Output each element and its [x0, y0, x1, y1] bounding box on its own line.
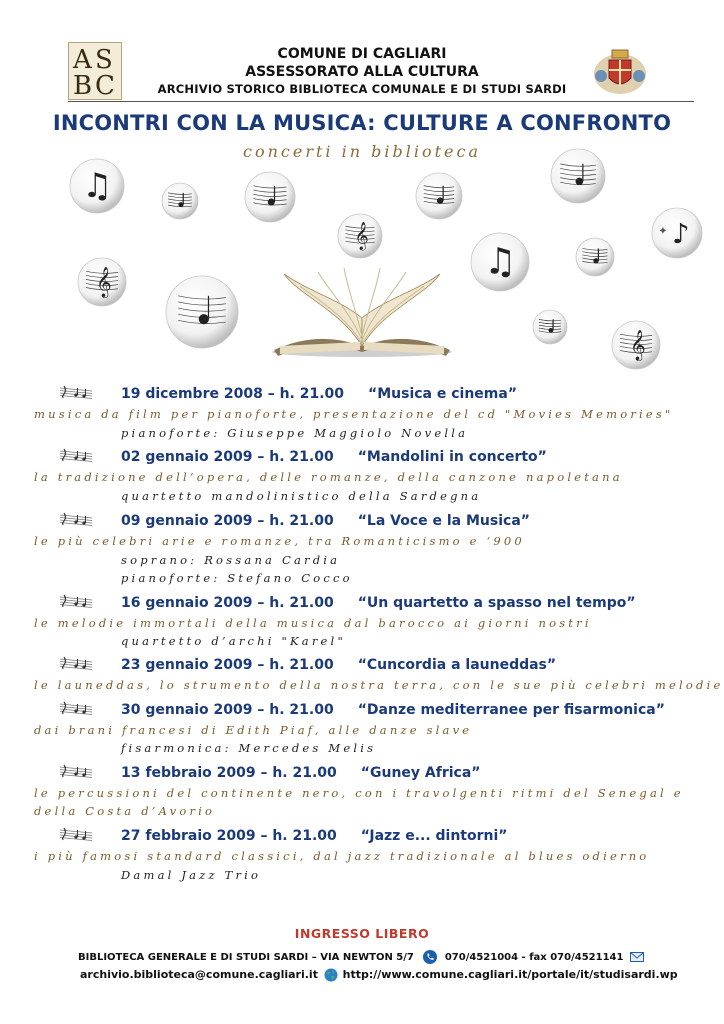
event-title: “La Voce e la Musica”: [357, 513, 530, 529]
event-music-icon: [58, 700, 94, 716]
event-title: “Guney Africa”: [360, 765, 481, 781]
event-performer: quartetto mandolinistico della Sardegna: [121, 489, 482, 503]
event-performer: fisarmonica: Mercedes Melis: [121, 741, 377, 755]
event-date: 27 febbraio 2009 – h. 21.00: [121, 828, 337, 844]
event-music-icon: [58, 447, 94, 463]
header-department: ASSESSORATO ALLA CULTURA: [245, 64, 479, 80]
event-music-icon: [58, 826, 94, 842]
event-heading: [121, 702, 665, 718]
music-bubble-icon: [551, 149, 605, 203]
page-title: INCONTRI CON LA MUSICA: CULTURE A CONFRONTO: [52, 111, 672, 135]
music-bubble-icon: [166, 276, 238, 348]
music-bubble-icon: [416, 173, 462, 219]
music-bubble-icon: [576, 238, 614, 276]
event-title: “Jazz e... dintorni”: [360, 828, 508, 844]
music-bubble-icon: [612, 321, 660, 369]
header-archive: ARCHIVIO STORICO BIBLIOTECA COMUNALE E DI STUDI SARDI: [157, 82, 567, 96]
event-performer: Damal Jazz Trio: [121, 868, 262, 882]
event-date: 30 gennaio 2009 – h. 21.00: [121, 702, 334, 718]
event-description: della Costa d’Avorio: [34, 804, 216, 818]
event-date: 09 gennaio 2009 – h. 21.00: [121, 513, 334, 529]
music-bubble-icon: [245, 172, 295, 222]
footer-phone: 070/4521004 - fax 070/4521141: [444, 952, 624, 963]
event-date: 19 dicembre 2008 – h. 21.00: [121, 386, 345, 402]
event-date: 13 febbraio 2009 – h. 21.00: [121, 765, 337, 781]
phone-icon: [423, 950, 437, 964]
header-city: COMUNE DI CAGLIARI: [277, 46, 447, 62]
event-title: “Danze mediterranee per fisarmonica”: [357, 702, 665, 718]
globe-icon: [324, 968, 338, 982]
footer-address-line: [78, 950, 644, 964]
event-performer: pianoforte: Stefano Cocco: [121, 571, 353, 585]
open-book-icon: [272, 268, 452, 357]
event-heading: [121, 828, 508, 844]
event-title: “Un quartetto a spasso nel tempo”: [357, 595, 636, 611]
event-title: “Mandolini in concerto”: [357, 449, 547, 465]
music-bubble-icon: [162, 183, 198, 219]
footer-address: BIBLIOTECA GENERALE E DI STUDI SARDI – VIA NEWTON 5/7: [78, 952, 414, 963]
event-description: i più famosi standard classici, dal jazz tradizionale al blues odierno: [34, 849, 650, 863]
event-title: “Cuncordia a launeddas”: [357, 657, 557, 673]
asbc-logo-icon: A S B C: [68, 42, 122, 100]
event-heading: [121, 386, 517, 402]
event-music-icon: [58, 655, 94, 671]
music-bubble-icon: [471, 233, 529, 291]
event-music-icon: [58, 593, 94, 609]
svg-text:♪: ♪: [672, 218, 690, 250]
event-title: “Musica e cinema”: [368, 386, 518, 402]
event-heading: [121, 657, 556, 673]
event-heading: [121, 765, 481, 781]
event-date: 02 gennaio 2009 – h. 21.00: [121, 449, 334, 465]
svg-text:𝄞: 𝄞: [96, 266, 112, 298]
event-description: le percussioni del continente nero, con i travolgenti ritmi del Senegal e: [34, 786, 684, 800]
event-heading: [121, 513, 530, 529]
event-heading: [121, 595, 636, 611]
event-heading: [121, 449, 547, 465]
event-performer: pianoforte: Giuseppe Maggiolo Novella: [121, 426, 469, 440]
svg-text:𝄞: 𝄞: [354, 221, 369, 250]
page-subtitle: concerti in biblioteca: [243, 142, 481, 161]
svg-text:♫: ♫: [484, 239, 517, 283]
footer-url[interactable]: http://www.comune.cagliari.it/portale/it/studisardi.wp: [342, 968, 678, 981]
event-description: musica da film per pianoforte, presentazione del cd "Movies Memories": [34, 407, 674, 421]
event-date: 23 gennaio 2009 – h. 21.00: [121, 657, 334, 673]
music-bubble-icon: [338, 214, 382, 258]
svg-text:✦: ✦: [658, 224, 668, 238]
svg-text:♫: ♫: [82, 165, 113, 205]
event-performer: soprano: Rossana Cardia: [121, 553, 341, 567]
event-performer: quartetto d’archi "Karel": [121, 634, 346, 648]
free-entry-label: INGRESSO LIBERO: [294, 926, 430, 941]
music-bubble-icon: [70, 159, 124, 213]
music-bubble-icon: [652, 208, 702, 258]
footer-contacts-line: [80, 968, 678, 982]
event-description: dai brani francesi di Edith Piaf, alle danze slave: [34, 723, 473, 737]
event-description: le più celebri arie e romanze, tra Romanticismo e ‘900: [34, 534, 525, 548]
footer-email[interactable]: archivio.biblioteca@comune.cagliari.it: [80, 968, 318, 981]
event-music-icon: [58, 511, 94, 527]
email-icon: [630, 952, 644, 962]
event-description: le melodie immortali della musica dal barocco ai giorni nostri: [34, 616, 592, 630]
event-description: le launeddas, lo strumento della nostra terra, con le sue più celebri melodie: [34, 678, 724, 692]
music-art: [0, 0, 724, 380]
music-bubble-icon: [78, 258, 126, 306]
event-music-icon: [58, 384, 94, 400]
event-date: 16 gennaio 2009 – h. 21.00: [121, 595, 334, 611]
event-music-icon: [58, 763, 94, 779]
event-description: la tradizione dell’opera, delle romanze, della canzone napoletana: [34, 470, 623, 484]
svg-text:𝄞: 𝄞: [630, 329, 646, 361]
music-bubble-icon: [533, 310, 567, 344]
